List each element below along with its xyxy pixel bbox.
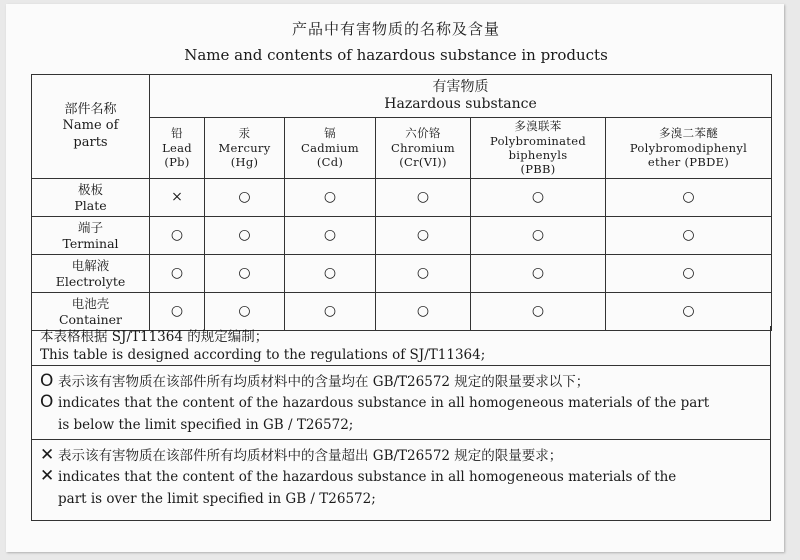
table-row	[32, 217, 772, 255]
column-header-cadmium	[285, 118, 376, 179]
parts-header-cell	[32, 75, 150, 179]
table-cell: ○	[205, 217, 285, 255]
column-header-zh: 汞	[238, 126, 251, 141]
part-name-en: Electrolyte	[55, 273, 126, 289]
table-row	[32, 293, 772, 331]
column-header-en: Lead	[162, 140, 192, 155]
column-header-zh: 多溴联苯	[514, 119, 562, 134]
table-cell: ○	[150, 293, 205, 331]
substance-header-en: Hazardous substance	[384, 96, 537, 112]
column-header-symbol: (Cr(VI))	[399, 155, 447, 170]
part-name-cell	[32, 255, 150, 293]
title-chinese: 产品中有害物质的名称及含量	[291, 20, 500, 38]
table-cell: ○	[376, 293, 471, 331]
column-header-zh: 铅	[171, 126, 183, 141]
table-cell: ○	[376, 179, 471, 217]
part-name-en: Container	[58, 311, 123, 327]
x-symbol-note	[32, 440, 770, 520]
column-header-en: Cadmium	[300, 140, 359, 155]
table-cell: ○	[150, 217, 205, 255]
column-header-en-line2: biphenyls	[508, 148, 568, 162]
o-note-en-line1: indicates that the content of the hazardous substance in all homogeneous materials of the part	[58, 395, 710, 411]
table-cell: ○	[285, 217, 376, 255]
table-cell: ○	[285, 179, 376, 217]
table-cell: ○	[471, 293, 606, 331]
cross-symbol-icon: ✕	[40, 445, 55, 465]
table-cell: ○	[471, 179, 606, 217]
circle-symbol-icon: O	[40, 371, 54, 391]
column-header-pbb	[471, 118, 606, 179]
part-name-cell	[32, 293, 150, 331]
part-name-zh: 端子	[77, 219, 103, 235]
column-header-en: Polybromodiphenyl	[629, 140, 748, 155]
table-cell: ○	[150, 255, 205, 293]
parts-header-en-line2: parts	[73, 134, 108, 150]
notes-section	[31, 326, 771, 521]
hazardous-substance-table	[31, 74, 772, 331]
table-cell: ○	[376, 255, 471, 293]
x-note-zh: 表示该有害物质在该部件所有均质材料中的含量超出 GB/T26572 规定的限量要求；	[58, 448, 563, 464]
design-note-en: This table is designed according to the regulations of SJ/T11364;	[40, 347, 486, 363]
column-header-zh: 六价铬	[405, 126, 441, 141]
table-cell: ○	[205, 255, 285, 293]
part-name-cell	[32, 217, 150, 255]
table-cell: ○	[205, 179, 285, 217]
column-header-lead	[150, 118, 205, 179]
column-header-symbol: (PBB)	[520, 162, 556, 177]
substance-header-cell	[150, 75, 772, 118]
column-header-en: Polybrominated	[490, 133, 586, 148]
column-header-pbde	[606, 118, 772, 179]
parts-header-en-line1: Name of	[62, 118, 119, 134]
table-cell: ○	[205, 293, 285, 331]
document-page	[6, 4, 784, 552]
column-header-symbol: (Pb)	[164, 155, 190, 170]
column-header-symbol: (Hg)	[230, 155, 259, 170]
part-name-zh: 电解液	[71, 257, 110, 273]
table-cell: ○	[471, 217, 606, 255]
table-cell: ○	[285, 293, 376, 331]
column-header-mercury	[205, 118, 285, 179]
column-header-chromium	[376, 118, 471, 179]
column-header-en-line2: ether (PBDE)	[647, 155, 730, 170]
x-note-en-line1: indicates that the content of the hazardous substance in all homogeneous materials of the	[58, 469, 677, 485]
part-name-en: Terminal	[62, 235, 119, 251]
table-row	[32, 179, 772, 217]
table-cell: ×	[150, 179, 205, 217]
table-cell: ○	[606, 217, 772, 255]
design-note-zh: 本表格根据 SJ/T11364 的规定编制；	[40, 329, 269, 345]
column-header-symbol: (Cd)	[316, 155, 344, 170]
substance-header-zh: 有害物质	[432, 78, 489, 95]
part-name-en: Plate	[74, 197, 107, 213]
table-row	[32, 255, 772, 293]
table-cell: ○	[471, 255, 606, 293]
table-cell: ○	[285, 255, 376, 293]
table-cell: ○	[376, 217, 471, 255]
part-name-cell	[32, 179, 150, 217]
column-header-zh: 镉	[324, 126, 336, 141]
x-note-en-line2: part is over the limit specified in GB / T26572;	[58, 491, 376, 507]
table-cell: ○	[606, 179, 772, 217]
circle-symbol-icon: O	[40, 392, 54, 412]
table-cell: ○	[606, 255, 772, 293]
o-note-zh: 表示该有害物质在该部件所有均质材料中的含量均在 GB/T26572 规定的限量要求以下；	[58, 374, 590, 390]
column-header-en: Chromium	[391, 140, 455, 155]
title-english: Name and contents of hazardous substance in products	[184, 46, 608, 64]
part-name-zh: 极板	[77, 181, 103, 197]
cross-symbol-icon: ✕	[40, 466, 55, 486]
part-name-zh: 电池壳	[71, 295, 110, 311]
column-header-zh: 多溴二苯醚	[659, 126, 718, 141]
parts-header-zh: 部件名称	[64, 102, 117, 118]
o-symbol-note	[32, 366, 770, 440]
design-note	[32, 326, 770, 366]
o-note-en-line2: is below the limit specified in GB / T26572;	[58, 417, 354, 433]
table-cell: ○	[606, 293, 772, 331]
column-header-en: Mercury	[218, 140, 271, 155]
